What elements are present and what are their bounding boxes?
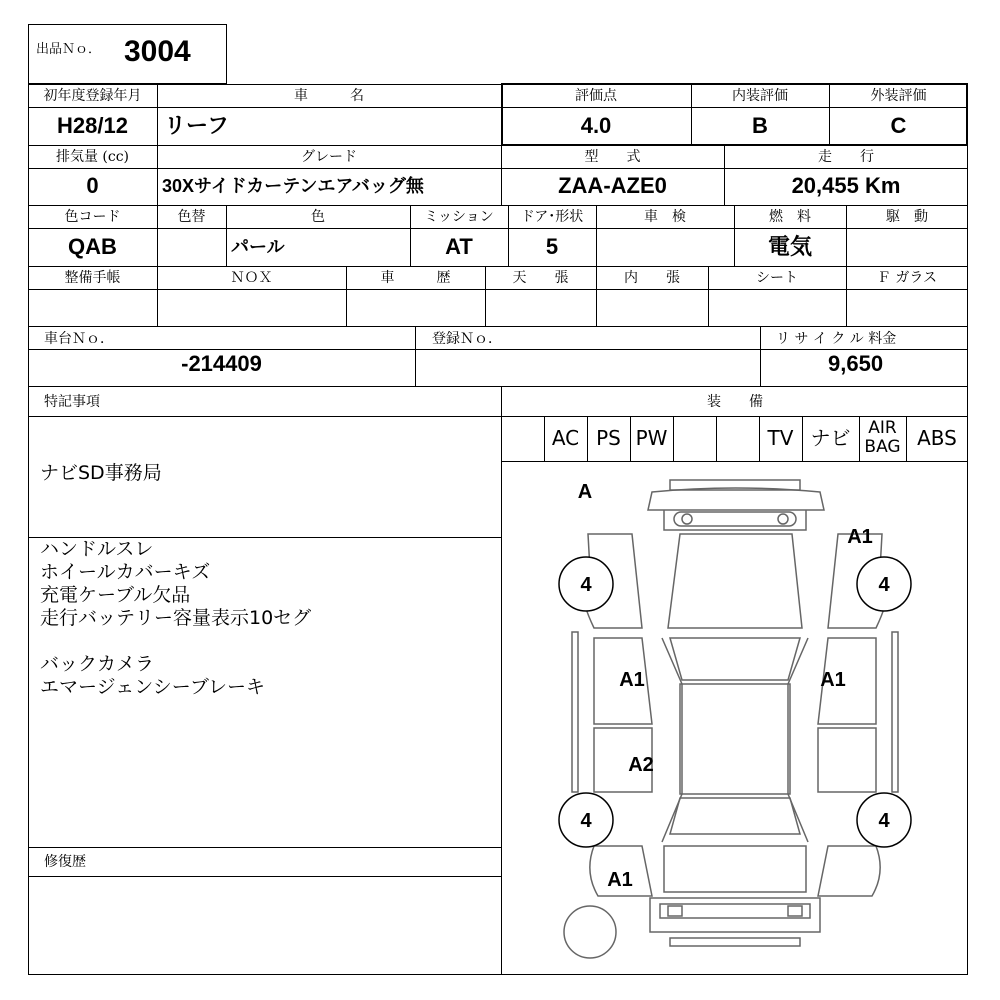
notes-remarks: ハンドルスレ ホイールカバーキズ 充電ケーブル欠品 走行バッテリー容量表示10セグ バックカメラ エマージェンシーブレーキ	[40, 538, 312, 698]
displacement-value: 0	[86, 173, 99, 198]
grid-line	[28, 847, 502, 848]
vehicle-history-label: 車 歴	[380, 270, 451, 286]
nox-label: ＮＯＸ	[230, 270, 273, 286]
damage-mark: A	[577, 481, 593, 503]
grid-line	[28, 205, 968, 206]
grid-line	[760, 326, 761, 386]
front-glass-label: Ｆ ガラス	[876, 270, 938, 286]
notes-line-1: ナビSD事務局	[40, 462, 162, 484]
equipment-tv: TV	[767, 426, 794, 450]
tire-rear-left: 4	[580, 810, 592, 832]
tire-front-right: 4	[878, 574, 890, 596]
equipment-abs: ABS	[917, 426, 957, 450]
lot-number-value: 3004	[124, 35, 191, 68]
model-code-value: ZAA-AZE0	[558, 173, 667, 198]
drive-label: 駆 動	[886, 209, 928, 225]
doors-label: ドア･形状	[520, 209, 584, 225]
car-name-label: 車 名	[294, 88, 364, 104]
color-change-label: 色替	[177, 209, 206, 225]
tire-front-left: 4	[580, 574, 592, 596]
transmission-label: ミッション	[424, 209, 494, 225]
doors-value: 5	[545, 234, 559, 259]
color-label: 色	[311, 209, 325, 225]
grid-line	[28, 145, 968, 146]
score-label: 評価点	[575, 88, 617, 104]
recycle-fee-label: リ サ イ ク ル 料金	[776, 331, 897, 347]
damage-mark: A1	[847, 526, 873, 548]
registration-number-label: 登録Ｎｏ．	[432, 331, 502, 347]
damage-mark: A1	[820, 669, 846, 691]
displacement-label: 排気量 (cc)	[55, 149, 130, 165]
equipment-ac: AC	[551, 426, 580, 450]
grid-line	[28, 386, 968, 387]
interior-trim-label: 内 張	[624, 270, 680, 286]
grid-line	[28, 876, 502, 877]
exterior-grade-value: C	[890, 113, 907, 138]
equipment-airbag: AIR BAG	[864, 418, 901, 457]
fuel-value: 電気	[767, 234, 812, 259]
color-value: パール	[231, 237, 285, 257]
car-name-value: リーフ	[164, 113, 229, 138]
grid-line	[28, 289, 968, 290]
grid-line	[28, 266, 968, 267]
repair-history-label: 修復歴	[44, 854, 86, 870]
inspection-label: 車 検	[644, 209, 686, 225]
damage-mark: A1	[607, 869, 633, 891]
grid-line	[28, 326, 968, 327]
score-value: 4.0	[580, 113, 612, 138]
equipment-navi: ナビ	[810, 426, 851, 450]
color-code-label: 色コード	[64, 209, 121, 225]
damage-mark: A1	[619, 669, 645, 691]
grid-line	[673, 416, 674, 461]
seat-label: シート	[756, 270, 798, 286]
grade-value: 30Xサイドカーテンエアバッグ無	[162, 176, 424, 196]
grid-line	[716, 416, 717, 461]
vehicle-damage-diagram	[502, 462, 968, 974]
model-code-label: 型 式	[584, 149, 641, 165]
interior-grade-label: 内装評価	[732, 88, 788, 104]
service-record-label: 整備手帳	[64, 270, 121, 286]
color-code-value: QAB	[68, 234, 117, 259]
chassis-number-label: 車台Ｎｏ．	[44, 331, 114, 347]
first-registration-value: H28/12	[57, 113, 128, 138]
mileage-value: 20,455 Km	[791, 173, 901, 198]
first-registration-label: 初年度登録年月	[43, 88, 142, 104]
notes-label: 特記事項	[44, 394, 100, 410]
exterior-grade-label: 外装評価	[870, 88, 927, 104]
recycle-fee-value: 9,650	[828, 351, 884, 376]
grade-label: グレード	[301, 149, 357, 165]
transmission-value: AT	[445, 234, 473, 259]
interior-grade-value: B	[752, 113, 768, 138]
grid-line	[415, 326, 416, 386]
mileage-label: 走 行	[818, 149, 874, 165]
fuel-label: 燃 料	[769, 209, 811, 225]
tire-rear-right: 4	[878, 810, 890, 832]
damage-mark: A2	[628, 754, 654, 776]
equipment-pw: PW	[635, 426, 668, 450]
lot-number-label: 出品Ｎｏ．	[36, 42, 102, 57]
equipment-label: 装 備	[707, 394, 763, 410]
headliner-label: 天 張	[512, 270, 569, 286]
equipment-ps: PS	[596, 426, 621, 450]
chassis-number-value: -214409	[181, 351, 262, 376]
